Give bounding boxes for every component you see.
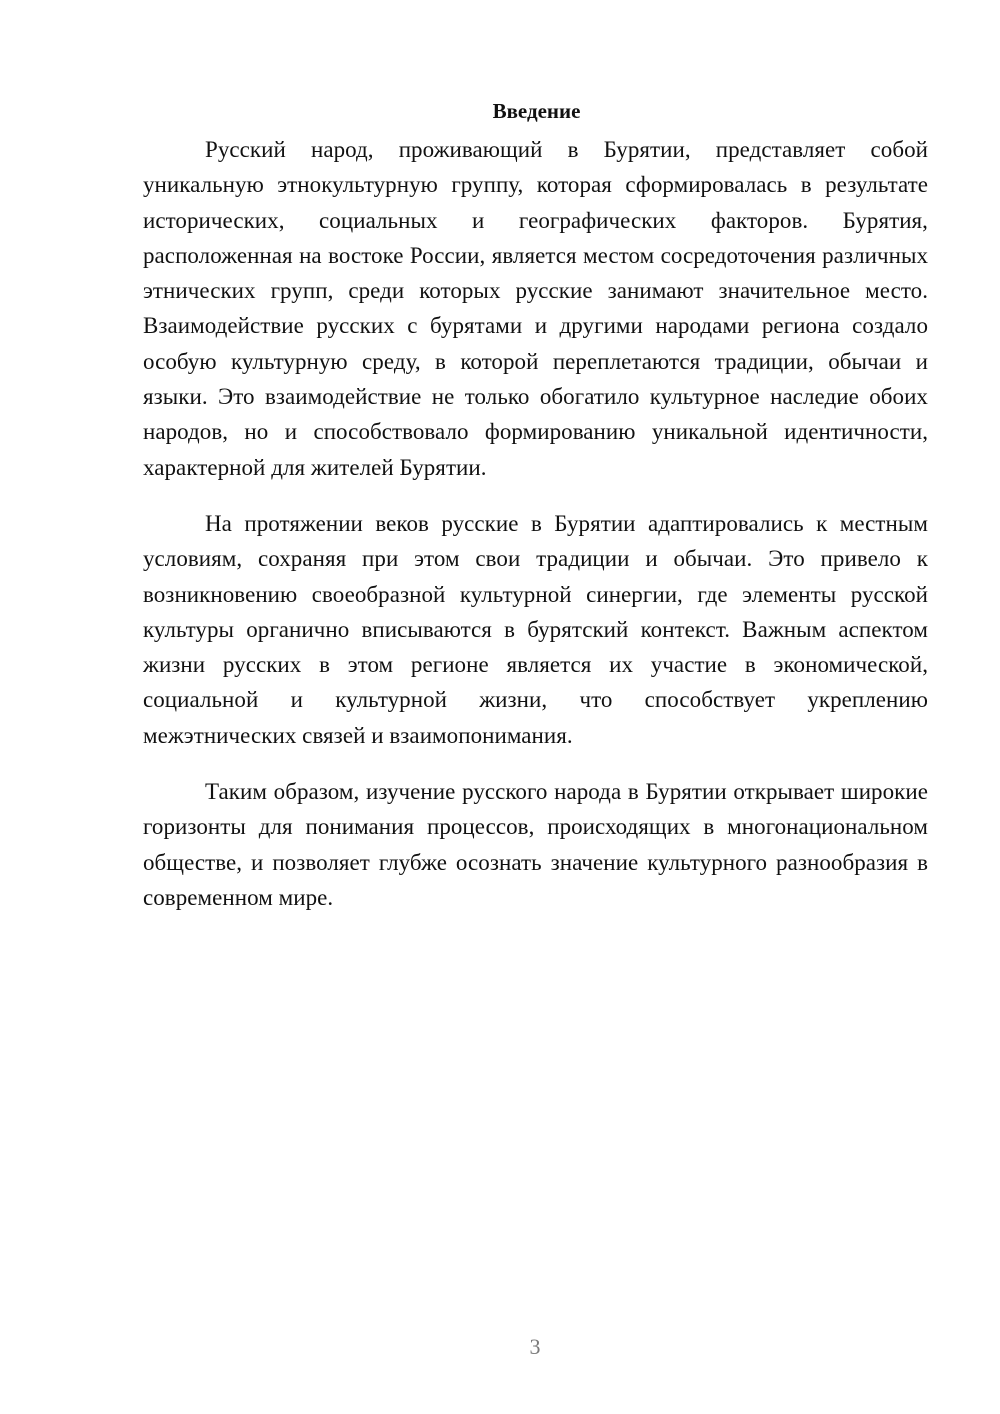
paragraph-3: Таким образом, изучение русского народа в Бурятии открывает широкие горизонты для понимания процессов, происходящих в многонациональном обществе, и позволяет глубже осознать значение культурного разнообразия в современном мире. — [143, 779, 928, 910]
paragraph-1: Русский народ, проживающий в Бурятии, представляет собой уникальную этнокультурную группу, которая сформировалась в результате исторических, социальных и географических факторов. Бурятия, расположенная на востоке России, является местом сосредоточения различных этнических групп, среди которых русские занимают значительное место. Взаимодействие русских с бурятами и другими народами региона создало особую культурную среду, в которой переплетаются традиции, обычаи и языки. Это взаимодействие не только обогатило культурное наследие обоих народов, но и способствовало формированию уникальной идентичности, характерной для жителей Бурятии. — [143, 137, 928, 480]
page-content — [143, 96, 928, 936]
page-title: Введение — [492, 99, 581, 123]
paragraph-2: На протяжении веков русские в Бурятии адаптировались к местным условиям, сохраняя при этом свои традиции и обычаи. Это привело к возникновению своеобразной культурной синергии, где элементы русской культуры органично вписываются в бурятский контекст. Важным аспектом жизни русских в этом регионе является их участие в экономической, социальной и культурной жизни, что способствует укреплению межэтнических связей и взаимопонимания. — [143, 510, 928, 748]
page-number: 3 — [529, 1334, 541, 1359]
